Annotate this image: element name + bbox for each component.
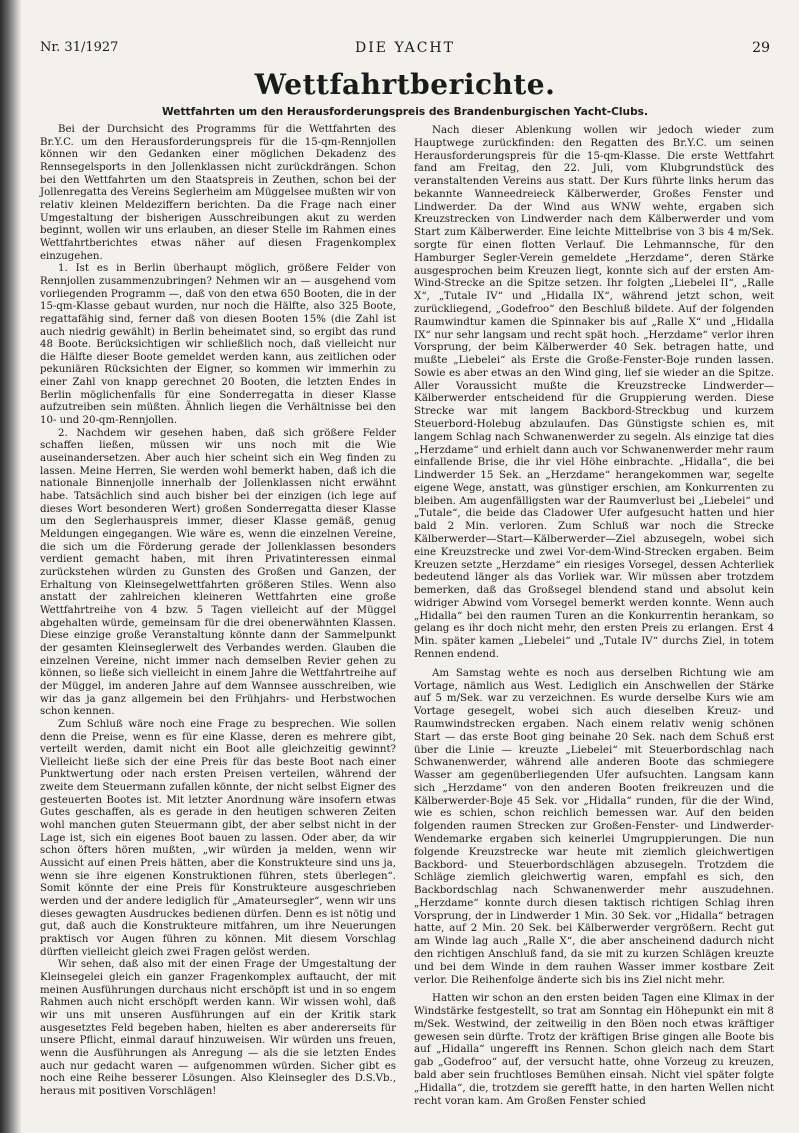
journal-name: DIE YACHT <box>355 40 455 56</box>
issue-number: Nr. 31/1927 <box>40 40 119 55</box>
paragraph: Zum Schluß wäre noch eine Frage zu besprechen. Wie sollen denn die Preise, wenn es für eine Klasse, deren es mehrere gibt, verteilt werden, damit nicht ein Boot alle gleichzeitig gewinnt? Vielleicht ließe sich der eine Preis für das beste Boot nach einer Punktwertung oder nach ersten Preisen verteilen, während der zweite dem Steuermann zufallen könnte, der nicht selbst Eigner des gesteuerten Bootes ist. Mit letzter Anordnung wäre insofern etwas Gutes geschaffen, als es gerade in den heutigen schweren Zeiten wohl manchen guten Steuermann gibt, der aber selbst nicht in der Lage ist, sich ein eigenes Boot bauen zu lassen. Oder aber, da wir schon öfters hören mußten, „wir würden ja melden, wenn wir Aussicht auf einen Preis hätten, aber die Konstrukteure sind uns ja, wenn sie ihre eigenen Konstruktionen führen, stets überlegen“. Somit könnte der eine Preis für Konstrukteure ausgeschrieben werden und der andere lediglich für „Amateursegler“, wenn wir uns dieses gewagten Ausdruckes bedienen dürfen. Denn es ist nötig und gut, daß auch die Konstrukteure mitfahren, um ihre Neuerungen praktisch vor Augen führen zu können. Mit diesem Vorschlag dürften vielleicht gleich zwei Fragen gelöst werden. <box>40 718 396 958</box>
left-column <box>40 124 396 1099</box>
right-column <box>414 124 774 1107</box>
article-subtitle: Wettfahrten um den Herausforderungspreis des Brandenburgischen Yacht-Clubs. <box>161 106 648 118</box>
paragraph: 1. Ist es in Berlin überhaupt möglich, größere Felder von Rennjollen zusammenzubringen? Nehmen wir an — ausgehend vom vorliegenden Programm —, daß von den etwa 650 Booten, die in der 15-qm-Klasse gebaut wurden, nur noch die Hälfte, also 325 Boote, regattafähig sind, ferner daß von diesen Booten 15% (die Zahl ist auch niedrig gewählt) in Berlin beheimatet sind, so ergibt das rund 48 Boote. Berücksichtigen wir schließlich noch, daß vielleicht nur die Hälfte dieser Boote gemeldet werden kann, aus zeitlichen oder pekuniären Rücksichten der Eigner, so kommen wir immerhin zu einer Zahl von knapp gerechnet 20 Booten, die letzten Endes in Berlin möglichenfalls für eine Sonderregatta in dieser Klasse aufzutreiben sein müßten. Ähnlich liegen die Verhältnisse bei den 10- und 20-qm-Rennjollen. <box>40 263 396 427</box>
paragraph: Am Samstag wehte es noch aus derselben Richtung wie am Vortage, nämlich aus West. Lediglich ein Anschwellen der Stärke auf 5 m/Sek. war zu verzeichnen. Es wurde derselbe Kurs wie am Vortage gesegelt, wobei sich auch dieselben Kreuz- und Raumwindstrecken ergaben. Nach einem relativ wenig schönen Start — das erste Boot ging beinahe 20 Sek. nach dem Schuß erst über die Linie — kreuzte „Liebelei“ mit Steuerbordschlag nach Schwanenwerder, während alle anderen Boote das schmiegere Wasser am gegenüberliegenden Ufer aufsuchten. Langsam kann sich „Herzdame“ von den anderen Booten freikreuzen und die Kälberwerder-Boje 45 Sek. vor „Hidalla“ runden, für die der Wind, wie es schien, schon reichlich bemessen war. Auf den beiden folgenden raumen Strecken zur Großen-Fenster- und Lindwerder-Wendemarke ergaben sich keinerlei Umgruppierungen. Die nun folgende Kreuzstrecke war heute mit ziemlich gleichwertigen Backbord- und Steuerbordschlägen abzusegeln. Trotzdem die Schläge ziemlich gleichwertig waren, empfahl es sich, den Backbordschlag nach Schwanenwerder mehr auszudehnen. „Herzdame“ konnte durch diesen taktisch richtigen Schlag ihren Vorsprung, der in Lindwerder 1 Min. 30 Sek. vor „Hidalla“ betragen hatte, auf 2 Min. 20 Sek. bei Kälberwerder vergrößern. Recht gut am Winde lag auch „Ralle X“, die aber anscheinend dadurch nicht den richtigen Anschluß fand, da sie mit zu kurzen Schlägen kreuzte und bei dem Winde in dem rauhen Wasser immer kostbare Zeit verlor. Die Reihenfolge änderte sich bis ins Ziel nicht mehr. <box>414 666 774 986</box>
paragraph: 2. Nachdem wir gesehen haben, daß sich größere Felder schaffen ließen, müssen wir uns noch mit die Wie auseinandersetzen. Aber auch hier scheint sich ein Weg finden zu lassen. Meine Herren, Sie werden wohl bemerkt haben, daß ich die nationale Binnenjolle innerhalb der Jollenklassen nicht erwähnt habe. Tatsächlich sind auch bisher bei der einzigen (ich lege auf dieses Wort besonderen Wert) großen Sonderregatta dieser Klasse um den Seglerhauspreis immer, dieser Klasse gemäß, genug Meldungen eingegangen. Wie wäre es, wenn die einzelnen Vereine, die sich um die Förderung gerade der Jollenklassen besonders verdient gemacht haben, mit ihren Privatinteressen einmal zurückstehen würden zu Gunsten des Großen und Ganzen, der Erhaltung von Kleinsegelwettfahrten größeren Stiles. Wenn also anstatt der zahlreichen kleineren Wettfahrten eine große Wettfahrtreihe von 4 bzw. 5 Tagen vielleicht auf der Müggel abgehalten würde, gemeinsam für die drei obenerwähnten Klassen. Diese einzige große Veranstaltung könnte dann der Sammelpunkt der gesamten Kleinseglerwelt des Verbandes werden. Glauben die einzelnen Vereine, nicht immer nach demselben Revier gehen zu können, so ließe sich vielleicht in einem Jahre die Wettfahrtreihe auf der Müggel, im anderen Jahre auf dem Wannsee ausschreiben, wie wir das ja ganz allgemein bei den Frühjahrs- und Herbstwochen schon kennen. <box>40 427 396 718</box>
paragraph: Nach dieser Ablenkung wollen wir jedoch wieder zum Hauptwege zurückfinden: den Regatten des Br.Y.C. um seinen Herausforderungspreis für die 15-qm-Klasse. Die erste Wettfahrt fand am Freitag, den 22. Juli, vom Klubgrundstück des veranstaltenden Vereins aus statt. Der Kurs führte links herum das bekannte Wanneedreieck Kälberwerder, Großes Fenster und Lindwerder. Da der Wind aus WNW wehte, ergaben sich Kreuzstrecken von Lindwerder nach dem Kälberwerder und vom Start zum Kälberwerder. Eine leichte Mittelbrise von 3 bis 4 m/Sek. sorgte für einen flotten Verlauf. Die Lehmannsche, für den Hamburger Segler-Verein gemeldete „Herzdame“, deren Stärke ausgesprochen beim Kreuzen liegt, konnte sich auf der ersten Am-Wind-Strecke an die Spitze setzen. Ihr folgten „Liebelei II“, „Ralle X“, „Tutale IV“ und „Hidalla IX“, während jetzt schon, weit zurückliegend, „Godefroo“ den Beschluß bildete. Auf der folgenden Raumwindtur kamen die Spinnaker bis auf „Ralle X“ und „Hidalla IX“ nur sehr langsam und recht spät hoch. „Herzdame“ verlor ihren Vorsprung, der beim Kälberwerder 40 Sek. betragen hatte, und mußte „Liebelei“ als Erste die Große-Fenster-Boje runden lassen. Sowie es aber etwas an den Wind ging, lief sie wieder an die Spitze. Aller Voraussicht mußte die Kreuzstrecke Lindwerder—Kälberwerder entscheidend für die Gruppierung werden. Diese Strecke war mit langem Backbord-Streckbug und kurzem Steuerbord-Holebug abzulaufen. Das Günstigste schien es, mit langem Schlag nach Schwanenwerder zu segeln. Als einzige tat dies „Herzdame“ und erhielt dann auch vor Schwanenwerder mehr raum einfallende Brise, die ihr viel Höhe einbrachte. „Hidalla“, die bei Lindwerder 15 Sek. an „Herzdame“ herangekommen war, segelte eigene Wege, anstatt, was günstiger erschien, am Konkurrenten zu bleiben. Am augenfälligsten war der Raumverlust bei „Liebelei“ und „Tutale“, die beide das Cladower Ufer aufgesucht hatten und hier bald 2 Min. verloren. Zum Schluß war noch die Strecke Kälberwerder—Start—Kälberwerder—Ziel abzusegeln, wobei sich eine Kreuzstrecke und zwei Vor-dem-Wind-Strecken ergaben. Beim Kreuzen setzte „Herzdame“ ein riesiges Vorsegel, dessen Achterliek bedeutend länger als das Vorliek war. Wir müssen aber trotzdem bemerken, daß das Großsegel blendend stand und absolut kein widriger Abwind vom Vorsegel bemerkt werden konnte. Wenn auch „Hidalla“ bei den raumen Turen an die Konkurrentin herankam, so gelang es ihr doch nicht mehr, den ersten Preis zu erlangen. Erst 4 Min. später kamen „Liebelei“ und „Tutale IV“ durchs Ziel, in totem Rennen endend. <box>414 124 774 661</box>
running-header <box>40 40 770 60</box>
article-title: Wettfahrtberichte. <box>254 68 556 101</box>
binding-gutter <box>0 0 22 1133</box>
page-number: 29 <box>752 40 770 56</box>
paragraph: Bei der Durchsicht des Programms für die Wettfahrten des Br.Y.C. um den Herausforderungspreis für die 15-qm-Rennjollen können wir den Gedanken einer möglichen Dekadenz des Rennsegelsports in den Jollenklassen nicht zurückdrängen. Schon bei den Wettfahrten um den Staatspreis in Zeuthen, schon bei der Jollenregatta des Vereins Seglerheim am Müggelsee mußten wir von relativ kleinen Meldeziffern berichten. Da die Frage nach einer Umgestaltung der bisherigen Ausschreibungen akut zu werden beginnt, wollen wir uns erlauben, an dieser Stelle im Rahmen eines Wettfahrtberichtes etwas näher auf diesen Fragenkomplex einzugehen. <box>40 124 396 262</box>
paragraph: Wir sehen, daß also mit der einen Frage der Umgestaltung der Kleinsegelei gleich ein ganzer Fragenkomplex auftaucht, der mit meinen Ausführungen durchaus nicht erschöpft ist und in so engem Rahmen auch nicht erschöpft werden kann. Wir wissen wohl, daß wir uns mit unseren Ausführungen auf ein der Kritik stark ausgesetztes Feld begeben haben, hielten es aber andererseits für unsere Pflicht, einmal darauf hinzuweisen. Wir würden uns freuen, wenn die Ausführungen als Anregung — als die sie letzten Endes auch nur gedacht waren — aufgenommen würden. Sicher gibt es noch eine Reihe besserer Lösungen. Also Kleinsegler des D.S.Vb., heraus mit positiven Vorschlägen! <box>40 959 396 1097</box>
paragraph: Hatten wir schon an den ersten beiden Tagen eine Klimax in der Windstärke festgestellt, so trat am Sonntag ein Höhepunkt ein mit 8 m/Sek. Westwind, der zeitweilig in den Böen noch etwas kräftiger gewesen sein dürfte. Trotz der kräftigen Brise gingen alle Boote bis auf „Hidalla“ ungerefft ins Rennen. Schon gleich nach dem Start gab „Godefroo“ auf, der versucht hatte, ohne Vorzeug zu kreuzen, bald aber sein fruchtloses Bemühen einsah. Nicht viel später folgte „Hidalla“, die, trotzdem sie gerefft hatte, in den harten Wellen nicht recht voran kam. Am Großen Fenster schied <box>414 992 774 1107</box>
